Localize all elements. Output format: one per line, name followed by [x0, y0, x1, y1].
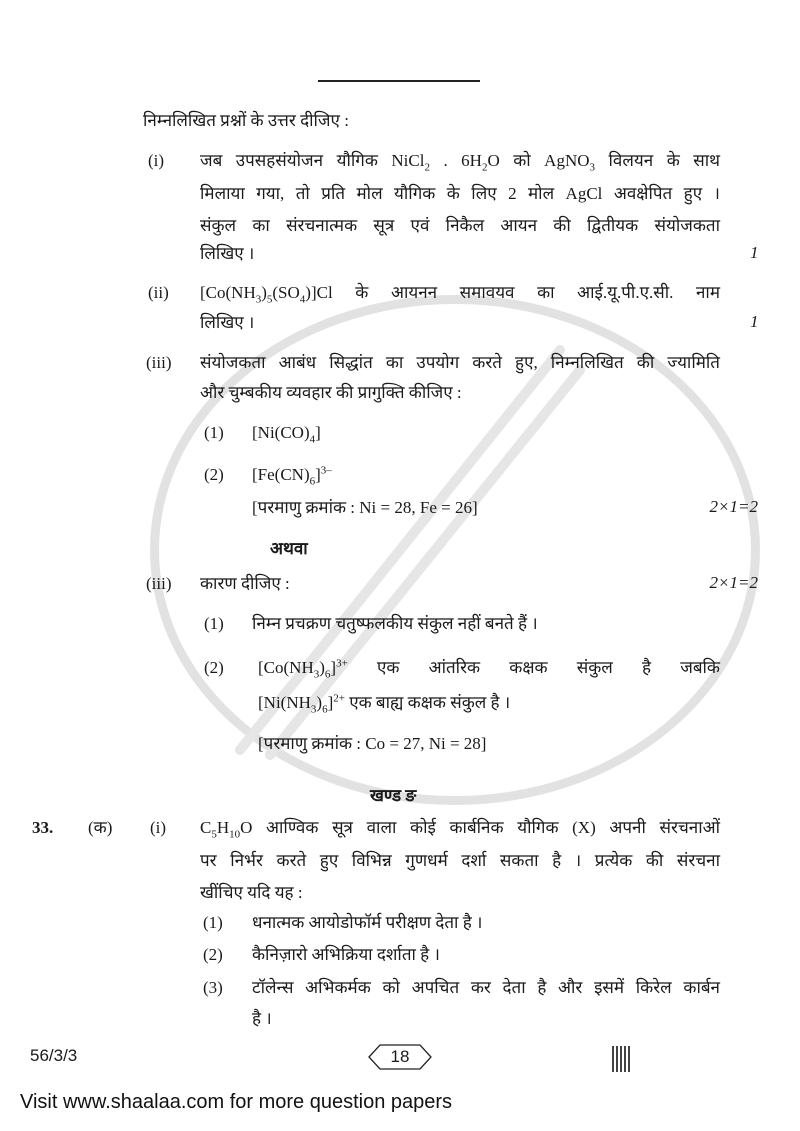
text-segment: जब उपसहसंयोजन यौगिक NiCl	[200, 151, 425, 170]
item-number: (3)	[203, 978, 223, 997]
text-segment: )	[261, 283, 267, 302]
sub-number: (1)	[204, 423, 224, 442]
question-line	[200, 243, 254, 265]
item-text: धनात्मक आयोडोफॉर्म परीक्षण देता है ।	[252, 913, 483, 932]
sub-number: (2)	[204, 658, 224, 677]
question-line	[200, 817, 720, 839]
question-line	[200, 215, 720, 237]
subscript: 3	[589, 161, 596, 174]
item-number: (1)	[203, 913, 223, 932]
text-segment: [Fe(CN)	[252, 465, 310, 484]
sub-number: (2)	[204, 465, 224, 484]
superscript: 3+	[336, 657, 348, 670]
sub-number: (1)	[204, 614, 224, 633]
text-segment: [Ni(NH	[258, 693, 311, 712]
visit-link[interactable]: Visit www.shaalaa.com for more question papers	[20, 1091, 453, 1113]
text-segment: [Co(NH	[258, 658, 314, 677]
subscript: 3	[310, 703, 317, 716]
atomic-numbers	[252, 497, 478, 519]
text-segment: खींचिए यदि यह :	[200, 883, 303, 902]
text-segment: )]Cl के आयनन समावयव का आई.यू.पी.ए.सी. नाम	[305, 283, 720, 302]
superscript: 2+	[333, 692, 345, 705]
subscript: 6	[324, 668, 331, 681]
question-number: (ii)	[148, 283, 169, 302]
item-text: कैनिज़ारो अभिक्रिया दर्शाता है ।	[252, 945, 440, 964]
text-segment: लिखिए ।	[200, 313, 255, 332]
reason-text	[252, 613, 538, 635]
section-title: खण्ड ङ	[370, 786, 417, 805]
text-segment: (SO	[272, 283, 300, 302]
or-label: अथवा	[270, 539, 308, 558]
subscript: 5	[211, 828, 217, 841]
question-number: (iii)	[146, 353, 172, 372]
text-segment: एक आंतरिक कक्षक संकुल है जबकि	[347, 658, 720, 677]
text-segment: पर निर्भर करते हुए विभिन्न गुणधर्म दर्शा सकता है । प्रत्येक की संरचना	[200, 851, 720, 870]
question-sub: (i)	[150, 818, 167, 837]
text-segment: निम्न प्रचक्रण चतुष्फलकीय संकुल नहीं बनते हैं ।	[252, 614, 538, 633]
subscript: 2	[481, 161, 488, 174]
text-segment: ]	[330, 658, 337, 677]
text-segment: मिलाया गया, तो प्रति मोल यौगिक के लिए 2 मोल AgCl अवक्षेपित हुए ।	[200, 184, 720, 203]
text-segment: और चुम्बकीय व्यवहार की प्रागुक्ति कीजिए :	[200, 383, 462, 402]
superscript: 3–	[320, 464, 332, 477]
text-segment: कारण दीजिए :	[200, 574, 290, 593]
subscript: 3	[313, 668, 320, 681]
question-line	[200, 150, 720, 172]
atomic-numbers	[258, 733, 486, 755]
text-segment: [परमाणु क्रमांक : Ni = 28, Fe = 26]	[252, 498, 478, 517]
subscript: 6	[309, 475, 316, 488]
text-segment: ]	[315, 423, 321, 442]
item-text: है ।	[252, 1009, 272, 1028]
question-line	[200, 850, 720, 872]
reason-text	[258, 692, 510, 714]
question-line	[200, 312, 254, 334]
text-segment: . 6H	[429, 151, 482, 170]
text-segment: [परमाणु क्रमांक : Co = 27, Ni = 28]	[258, 734, 487, 753]
text-segment: ]	[327, 693, 334, 712]
text-segment: )	[316, 693, 323, 712]
text-segment: H	[216, 818, 230, 837]
text-segment: एक बाह्य कक्षक संकुल है ।	[344, 693, 511, 712]
paper-code: 56/3/3	[30, 1046, 78, 1065]
item-text: टॉलेन्स अभिकर्मक को अपचित कर देता है और इसमें किरेल कार्बन	[252, 978, 720, 997]
reason-text	[258, 657, 720, 679]
question-number: (iii)	[146, 574, 172, 593]
text-segment: लिखिए ।	[200, 244, 255, 263]
marks: 1	[750, 243, 759, 262]
text-segment: )	[319, 658, 325, 677]
text-segment: O को AgNO	[487, 151, 590, 170]
marks: 1	[750, 312, 759, 331]
question-number: 33.	[32, 818, 54, 837]
text-segment: ]	[315, 465, 321, 484]
marks: 2×1=2	[709, 573, 758, 592]
text-segment: संकुल का संरचनात्मक सूत्र एवं निकैल आयन की द्वितीयक संयोजकता	[200, 216, 720, 235]
question-line	[200, 282, 720, 304]
subscript: 10	[229, 828, 241, 841]
item-number: (2)	[203, 945, 223, 964]
question-line	[200, 382, 462, 404]
subscript: 2	[424, 161, 430, 174]
qr-code-icon	[612, 1046, 632, 1072]
text-segment: C	[200, 818, 212, 837]
text-segment: संयोजकता आबंध सिद्धांत का उपयोग करते हुए, निम्नलिखित की ज्यामिति	[200, 353, 720, 372]
question-number: (i)	[148, 151, 165, 170]
subscript: 4	[309, 433, 316, 446]
marks: 2×1=2	[709, 497, 758, 516]
question-line	[200, 573, 290, 595]
subscript: 6	[322, 703, 328, 716]
text-segment: [Co(NH	[200, 283, 256, 302]
formula	[252, 422, 321, 444]
text-segment: [Ni(CO)	[252, 423, 310, 442]
top-rule	[318, 80, 480, 82]
formula	[252, 464, 332, 486]
question-line	[200, 183, 720, 205]
subscript: 3	[255, 293, 262, 306]
question-part: (क)	[88, 818, 113, 837]
page-number: 18	[390, 1047, 410, 1066]
question-line	[200, 882, 303, 904]
subscript: 5	[266, 293, 273, 306]
text-segment: O आण्विक सूत्र वाला कोई कार्बनिक यौगिक (X) अपनी संरचनाओं	[240, 818, 720, 837]
question-line	[200, 352, 720, 374]
text-segment: विलयन के साथ	[595, 151, 720, 170]
intro-text: निम्नलिखित प्रश्नों के उत्तर दीजिए :	[143, 111, 349, 130]
subscript: 4	[299, 293, 306, 306]
